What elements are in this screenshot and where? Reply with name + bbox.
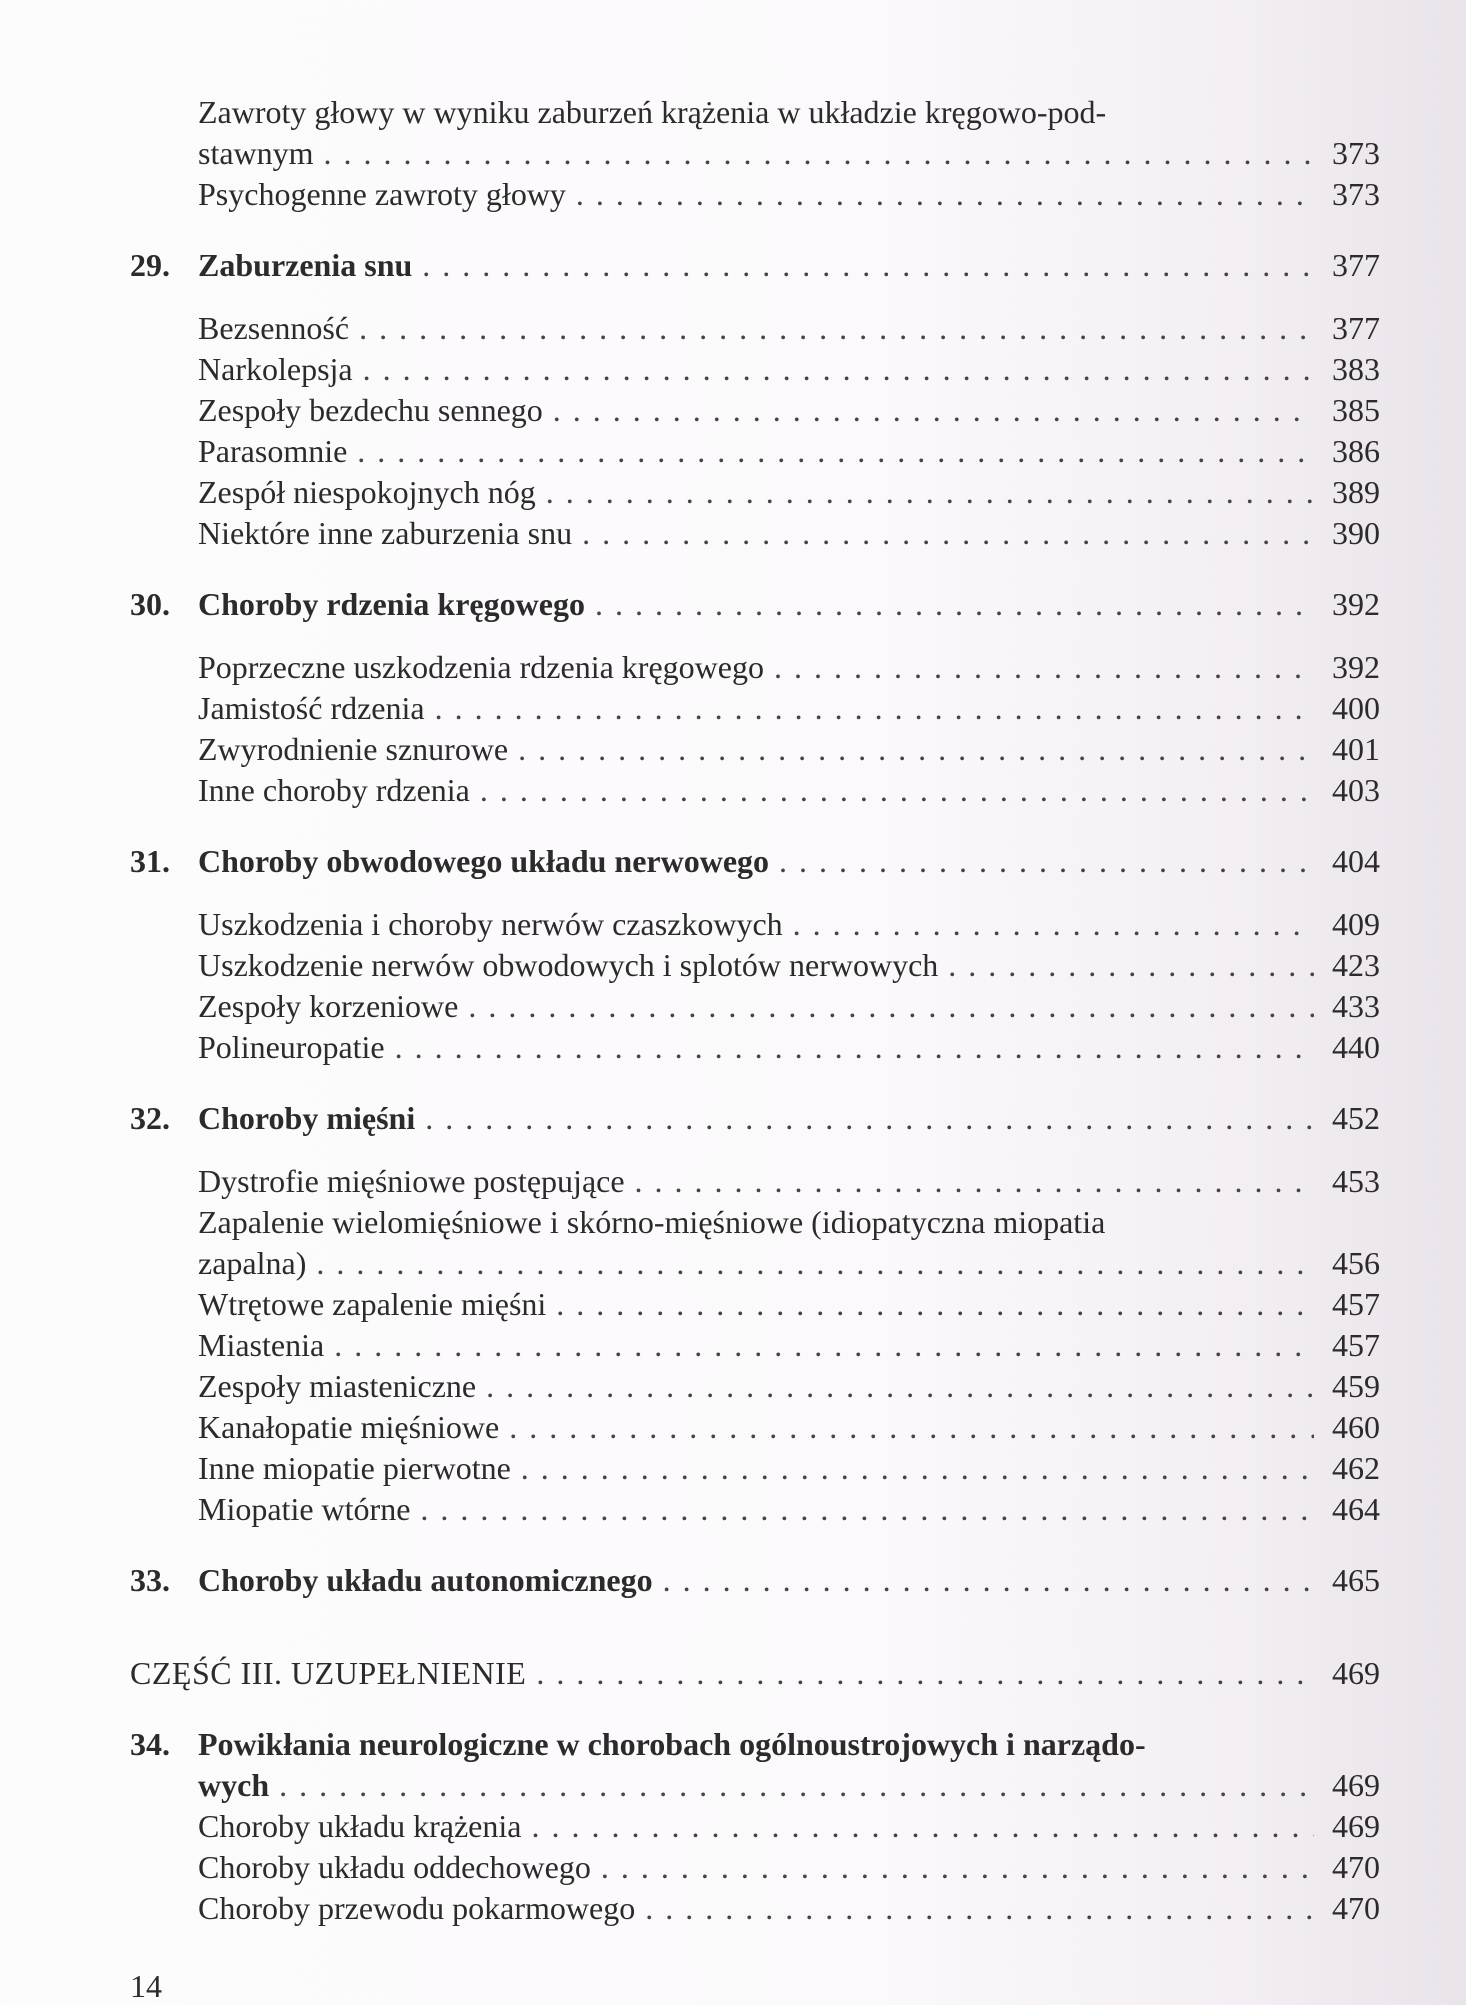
leader-dots xyxy=(422,245,1314,286)
toc-entry-title: Poprzeczne uszkodzenia rdzenia kręgowego xyxy=(198,649,764,685)
toc-chapter[interactable] xyxy=(130,1560,1380,1601)
toc-entry-title: Psychogenne zawroty głowy xyxy=(198,176,566,212)
leader-dots xyxy=(948,945,1314,986)
toc-page-number: 469 xyxy=(1332,1808,1380,1844)
toc-chapter[interactable] xyxy=(130,584,1380,625)
toc-page-number: 401 xyxy=(1332,731,1380,767)
leader-dots xyxy=(582,513,1314,554)
toc-entry[interactable] xyxy=(130,1888,1380,1929)
toc-page-number: 465 xyxy=(1332,1562,1380,1598)
leader-dots xyxy=(595,584,1314,625)
toc-entry[interactable] xyxy=(130,1806,1380,1847)
toc-entry[interactable] xyxy=(130,1027,1380,1068)
toc-page-number: 377 xyxy=(1332,310,1380,346)
toc-entry-title: Uszkodzenia i choroby nerwów czaszkowych xyxy=(198,906,783,942)
toc-entry[interactable] xyxy=(130,1407,1380,1448)
leader-dots xyxy=(324,133,1314,174)
toc-entry[interactable] xyxy=(130,945,1380,986)
chapter-number: 32. xyxy=(130,1100,170,1136)
toc-entry-title: Jamistość rdzenia xyxy=(198,690,425,726)
toc-entry-title: zapalna) xyxy=(198,1245,307,1281)
toc-entry[interactable] xyxy=(130,1325,1380,1366)
toc-page-number: 404 xyxy=(1332,843,1380,879)
toc-page-number: 385 xyxy=(1332,392,1380,428)
toc-chapter[interactable] xyxy=(130,841,1380,882)
toc-entry-title: Choroby przewodu pokarmowego xyxy=(198,1890,636,1926)
toc-entry[interactable] xyxy=(130,174,1380,215)
toc-entry[interactable] xyxy=(130,904,1380,945)
toc-entry-title: Bezsenność xyxy=(198,310,350,346)
toc-entry-title: Niektóre inne zaburzenia snu xyxy=(198,515,573,551)
toc-entry[interactable] xyxy=(130,1161,1380,1202)
toc-entry[interactable] xyxy=(130,770,1380,811)
chapter-title: Choroby układu autonomicznego xyxy=(198,1562,653,1598)
leader-dots xyxy=(536,1653,1314,1694)
toc-entry[interactable] xyxy=(130,1847,1380,1888)
toc-page-number: 409 xyxy=(1332,906,1380,942)
toc-entry[interactable] xyxy=(130,133,1380,174)
toc-page-number: 457 xyxy=(1332,1327,1380,1363)
toc-chapter-continuation[interactable] xyxy=(130,1765,1380,1806)
toc-entry-line1: Zapalenie wielomięśniowe i skórno-mięśniowe (idiopatyczna miopatia xyxy=(198,1204,1106,1240)
toc-page-number: 423 xyxy=(1332,947,1380,983)
toc-page-number: 373 xyxy=(1332,176,1380,212)
toc-page-number: 392 xyxy=(1332,586,1380,622)
toc-entry-line1: Zawroty głowy w wyniku zaburzeń krążenia w układzie kręgowo-pod- xyxy=(198,94,1107,130)
toc-page-number: 386 xyxy=(1332,433,1380,469)
leader-dots xyxy=(363,349,1314,390)
leader-dots xyxy=(556,1284,1314,1325)
toc-page-number: 389 xyxy=(1332,474,1380,510)
chapter-number: 30. xyxy=(130,586,170,622)
toc-chapter[interactable] xyxy=(130,1724,1380,1765)
toc-page-number: 377 xyxy=(1332,247,1380,283)
leader-dots xyxy=(576,174,1314,215)
toc-entry-title: stawnym xyxy=(198,135,314,171)
toc-entry[interactable] xyxy=(130,472,1380,513)
leader-dots xyxy=(774,647,1314,688)
toc-entry[interactable] xyxy=(130,1243,1380,1284)
chapter-number: 29. xyxy=(130,247,170,283)
toc-entry-title: Miopatie wtórne xyxy=(198,1491,411,1527)
leader-dots xyxy=(334,1325,1314,1366)
table-of-contents xyxy=(130,92,1380,1929)
toc-entry-title: Inne choroby rdzenia xyxy=(198,772,470,808)
toc-entry-title: Zwyrodnienie sznurowe xyxy=(198,731,509,767)
leader-dots xyxy=(359,308,1314,349)
toc-entry-title: Zespoły bezdechu sennego xyxy=(198,392,543,428)
toc-chapter[interactable] xyxy=(130,1098,1380,1139)
toc-entry-title: Wtrętowe zapalenie mięśni xyxy=(198,1286,547,1322)
toc-page-number: 462 xyxy=(1332,1450,1380,1486)
toc-page-number: 373 xyxy=(1332,135,1380,171)
page-footer-number: 14 xyxy=(130,1968,162,2004)
toc-page-number: 383 xyxy=(1332,351,1380,387)
toc-entry[interactable] xyxy=(130,390,1380,431)
toc-entry[interactable] xyxy=(130,1284,1380,1325)
toc-entry[interactable] xyxy=(130,308,1380,349)
leader-dots xyxy=(663,1560,1314,1601)
leader-dots xyxy=(635,1161,1314,1202)
toc-entry-title: Kanałopatie mięśniowe xyxy=(198,1409,500,1445)
leader-dots xyxy=(316,1243,1314,1284)
chapter-title: Choroby mięśni xyxy=(198,1100,416,1136)
toc-entry-title: Inne miopatie pierwotne xyxy=(198,1450,511,1486)
toc-entry-title: Dystrofie mięśniowe postępujące xyxy=(198,1163,625,1199)
toc-page-number: 440 xyxy=(1332,1029,1380,1065)
toc-entry[interactable] xyxy=(130,1489,1380,1530)
toc-page-number: 452 xyxy=(1332,1100,1380,1136)
toc-entry-title: Miastenia xyxy=(198,1327,325,1363)
toc-page-number: 400 xyxy=(1332,690,1380,726)
chapter-number: 34. xyxy=(130,1726,170,1762)
toc-entry[interactable] xyxy=(130,688,1380,729)
chapter-title-line2: wych xyxy=(198,1767,270,1803)
toc-page-number: 459 xyxy=(1332,1368,1380,1404)
leader-dots xyxy=(793,904,1314,945)
toc-entry[interactable] xyxy=(130,1366,1380,1407)
chapter-title-line1: Powikłania neurologiczne w chorobach ogólnoustrojowych i narządo- xyxy=(198,1726,1146,1762)
chapter-number: 33. xyxy=(130,1562,170,1598)
toc-page-number: 456 xyxy=(1332,1245,1380,1281)
toc-page-number: 469 xyxy=(1332,1655,1380,1691)
toc-chapter[interactable] xyxy=(130,245,1380,286)
toc-entry-title: Zespoły korzeniowe xyxy=(198,988,459,1024)
leader-dots xyxy=(601,1847,1314,1888)
leader-dots xyxy=(435,688,1314,729)
leader-dots xyxy=(486,1366,1314,1407)
toc-entry[interactable] xyxy=(130,729,1380,770)
leader-dots xyxy=(480,770,1314,811)
toc-page-number: 470 xyxy=(1332,1890,1380,1926)
leader-dots xyxy=(279,1765,1314,1806)
leader-dots xyxy=(518,729,1314,770)
toc-entry-title: Uszkodzenie nerwów obwodowych i splotów nerwowych xyxy=(198,947,939,983)
leader-dots xyxy=(357,431,1314,472)
toc-entry[interactable] xyxy=(130,349,1380,390)
toc-entry-title: Zespoły miasteniczne xyxy=(198,1368,477,1404)
toc-entry[interactable] xyxy=(130,986,1380,1027)
chapter-title: Choroby obwodowego układu nerwowego xyxy=(198,843,770,879)
leader-dots xyxy=(468,986,1314,1027)
leader-dots xyxy=(645,1888,1314,1929)
toc-page-number: 470 xyxy=(1332,1849,1380,1885)
leader-dots xyxy=(521,1448,1314,1489)
part-title: CZĘŚĆ III. UZUPEŁNIENIE xyxy=(130,1655,527,1691)
toc-page-number: 457 xyxy=(1332,1286,1380,1322)
toc-entry-title: Narkolepsja xyxy=(198,351,353,387)
toc-entry[interactable] xyxy=(130,513,1380,554)
toc-part[interactable] xyxy=(130,1653,1380,1694)
leader-dots xyxy=(509,1407,1314,1448)
leader-dots xyxy=(546,472,1314,513)
leader-dots xyxy=(395,1027,1314,1068)
toc-entry[interactable] xyxy=(130,431,1380,472)
chapter-number: 31. xyxy=(130,843,170,879)
chapter-title: Choroby rdzenia kręgowego xyxy=(198,586,585,622)
toc-page-number: 464 xyxy=(1332,1491,1380,1527)
toc-entry-title: Parasomnie xyxy=(198,433,348,469)
toc-page-number: 469 xyxy=(1332,1767,1380,1803)
toc-page-number: 403 xyxy=(1332,772,1380,808)
toc-page-number: 390 xyxy=(1332,515,1380,551)
toc-page-number: 392 xyxy=(1332,649,1380,685)
toc-entry-title: Polineuropatie xyxy=(198,1029,385,1065)
leader-dots xyxy=(425,1098,1314,1139)
toc-entry-title: Zespół niespokojnych nóg xyxy=(198,474,536,510)
leader-dots xyxy=(553,390,1314,431)
leader-dots xyxy=(779,841,1314,882)
toc-entry[interactable] xyxy=(130,647,1380,688)
leader-dots xyxy=(531,1806,1314,1847)
toc-page-number: 453 xyxy=(1332,1163,1380,1199)
leader-dots xyxy=(420,1489,1314,1530)
toc-page-number: 460 xyxy=(1332,1409,1380,1445)
chapter-title: Zaburzenia snu xyxy=(198,247,413,283)
toc-entry-title: Choroby układu krążenia xyxy=(198,1808,522,1844)
toc-page-number: 433 xyxy=(1332,988,1380,1024)
toc-entry-title: Choroby układu oddechowego xyxy=(198,1849,591,1885)
toc-entry[interactable] xyxy=(130,1448,1380,1489)
